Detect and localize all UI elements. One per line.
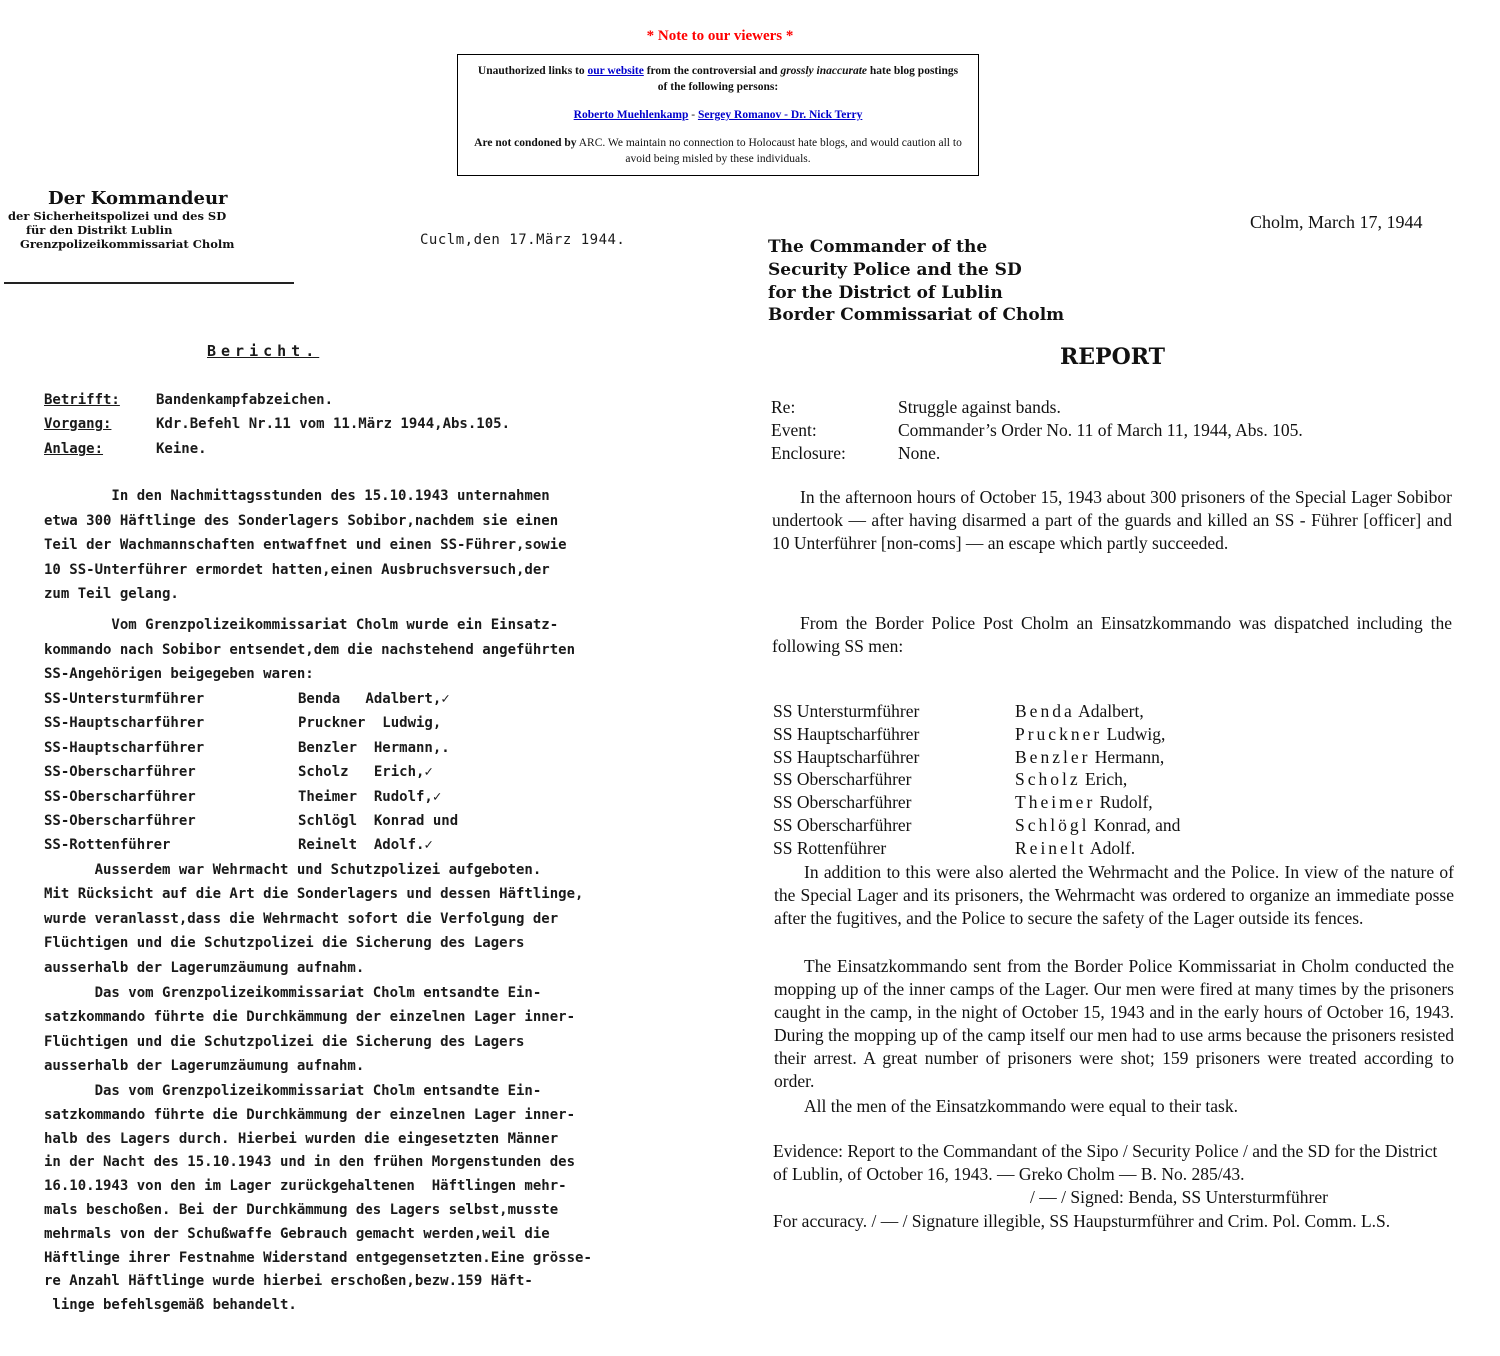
header-line: for the District of Lublin [768, 282, 1003, 303]
german-letterhead [8, 188, 298, 251]
english-evidence: Evidence: Report to the Commandant of the Sipo / Security Police / and the SD for the District of Lublin, of October 16, 1943. — Greko Cholm — B. No. 285/43. [773, 1141, 1438, 1184]
german-text-line: Mit Rücksicht auf die Art die Sonderlagers und dessen Häftlinge, [44, 886, 584, 903]
german-text-line: etwa 300 Häftlinge des Sonderlagers Sobibor,nachdem sie einen [44, 512, 559, 529]
header-line: The Commander of the [768, 237, 988, 257]
english-header [768, 236, 1064, 327]
german-meta-row: Anlage: Keine. [44, 441, 207, 457]
english-rank: SS Oberscharführer [773, 792, 912, 813]
english-paragraph-5: All the men of the Einsatzkommando were equal to their task. [804, 1096, 1238, 1116]
german-text-line: linge befehlsgemäß behandelt. [44, 1297, 297, 1314]
english-member-name: Pruckner Ludwig, [1015, 723, 1166, 744]
english-rank: SS Hauptscharführer [773, 746, 920, 767]
english-member-name: Schlögl Konrad, and [1015, 815, 1181, 835]
german-member-name: Scholz Erich,✓ [298, 764, 433, 781]
german-text-line: Ausserdem war Wehrmacht und Schutzpolizei aufgeboten. [44, 862, 542, 878]
header-line: Security Police and the SD [768, 259, 1022, 280]
notice-persons: Roberto Muehlenkamp - Sergey Romanov - Dr. Nick Terry [573, 109, 863, 121]
english-paragraph-1: In the afternoon hours of October 15, 1943 about 300 prisoners of the Special Lager Sobibor undertook — after having disarmed a part of the guards and killed an SS - Führer [officer] and 10 Unterführer [non-coms] — an escape which partly succeeded. [772, 487, 1452, 553]
german-rank: SS-Oberscharführer [44, 764, 196, 781]
german-text-line: satzkommando führte die Durchkämmung der einzelnen Lager inner- [44, 1106, 576, 1123]
letterhead-line: Grenzpolizeikommissariat Cholm [20, 237, 235, 251]
english-meta-value: Commander’s Order No. 11 of March 11, 1944, Abs. 105. [898, 420, 1303, 440]
german-text-line: 10 SS-Unterführer ermordet hatten,einen Ausbruchsversuch,der [44, 561, 550, 578]
english-date: Cholm, March 17, 1944 [1250, 212, 1423, 232]
header-line: Border Commissariat of Cholm [768, 305, 1065, 326]
english-meta-value: None. [898, 443, 941, 463]
german-text-line: satzkommando führte die Durchkämmung der einzelnen Lager inner- [44, 1009, 576, 1026]
english-rank: SS Rottenführer [773, 837, 887, 858]
german-text-line: halb des Lagers durch. Hierbei wurden die eingesetzten Männer [44, 1130, 559, 1147]
notice-title: * Note to our viewers * [646, 28, 794, 44]
english-signed: / — / Signed: Benda, SS Untersturmführer [1030, 1187, 1328, 1207]
english-paragraph-4: The Einsatzkommando sent from the Border Police Kommissariat in Cholm conducted the mopping up of the inner camps of the Lager. Our men were fired at many times by the prisoners caught in the camp, in the night of October 15, 1943 and in the early hours of October 16, 1943. During the mopping up of the camp itself our men had to use arms because the prisoners resisted their arrest. A great number of prisoners were shot; 159 prisoners were treated according to order. [774, 956, 1454, 1091]
english-member-name: Benzler Hermann, [1015, 746, 1165, 767]
german-rank: SS-Hauptscharführer [44, 715, 205, 732]
notice-line-3: Are not condoned by ARC. We maintain no connection to Holocaust hate blogs, and would caution all to avoid being misled by these individuals. [474, 137, 962, 165]
letterhead-line: der Sicherheitspolizei und des SD [8, 209, 227, 223]
english-accuracy: For accuracy. / — / Signature illegible, SS Haupsturmführer and Crim. Pol. Comm. L.S. [773, 1211, 1391, 1231]
german-text-line: Flüchtigen und die Schutzpolizei die Sicherung des Lagers [44, 935, 525, 952]
german-text-line: ausserhalb der Lagerumzäumung aufnahm. [44, 1058, 365, 1075]
german-text-line: ausserhalb der Lagerumzäumung aufnahm. [44, 959, 365, 976]
german-title: Bericht. [207, 342, 320, 360]
english-meta-key: Re: [771, 397, 796, 417]
german-rank: SS-Oberscharführer [44, 788, 196, 805]
english-rank: SS Oberscharführer [773, 815, 912, 835]
english-member-name: Theimer Rudolf, [1015, 792, 1153, 813]
english-meta-value: Struggle against bands. [898, 397, 1061, 417]
letterhead-rule [4, 282, 294, 284]
english-paragraph-3: In addition to this were also alerted the Wehrmacht and the Police. In view of the nature of the Special Lager and its prisoners, the Wehrmacht was ordered to organize an immediate posse after the fugitives, and the Police to secure the safety of the Lager outside its fences. [774, 862, 1454, 928]
english-rank: SS Hauptscharführer [773, 723, 920, 744]
german-rank: SS-Oberscharführer [44, 813, 196, 829]
german-text-line: Das vom Grenzpolizeikommissariat Cholm entsandte Ein- [44, 985, 542, 1001]
english-meta-key: Enclosure: [771, 443, 846, 463]
german-member-name: Pruckner Ludwig, [298, 715, 442, 732]
english-paragraph-2: From the Border Police Post Cholm an Einsatzkommando was dispatched including the following SS men: [772, 613, 1452, 656]
german-text-line: mals beschoßen. Bei der Durchkämmung des Lagers selbst,musste [44, 1202, 559, 1218]
english-meta-key: Event: [771, 420, 817, 440]
german-meta-row: Vorgang: Kdr.Befehl Nr.11 vom 11.März 1944,Abs.105. [44, 416, 511, 432]
german-member-name: Theimer Rudolf,✓ [298, 788, 442, 805]
german-text-line: in der Nacht des 15.10.1943 und in den frühen Morgenstunden des [44, 1154, 576, 1171]
german-rank: SS-Hauptscharführer [44, 739, 205, 756]
german-member-name: Benda Adalbert,✓ [298, 691, 450, 707]
notice-box [457, 54, 979, 176]
english-member-name: Benda Adalbert, [1015, 701, 1144, 721]
german-text-line: Teil der Wachmannschaften entwaffnet und einen SS-Führer,sowie [44, 537, 567, 554]
english-rank: SS Oberscharführer [773, 769, 912, 790]
letterhead-line: Der Kommandeur [48, 188, 228, 209]
german-text-line: 16.10.1943 von den im Lager zurückgehaltenen Häftlingen mehr- [44, 1178, 567, 1195]
our-website-link[interactable]: our website [587, 65, 644, 77]
german-text-line: zum Teil gelang. [44, 586, 179, 603]
german-text-line: SS-Angehörigen beigegeben waren: [44, 666, 314, 683]
german-rank: SS-Rottenführer [44, 837, 171, 854]
german-text-line: wurde veranlasst,dass die Wehrmacht sofort die Verfolgung der [44, 910, 559, 927]
german-text-line: kommando nach Sobibor entsendet,dem die nachstehend angeführten [44, 641, 576, 658]
german-date: Cuclm,den 17.März 1944. [420, 232, 626, 248]
letterhead-line: für den Distrikt Lublin [26, 223, 173, 237]
german-text-line: Das vom Grenzpolizeikommissariat Cholm entsandte Ein- [44, 1083, 542, 1099]
english-member-name: Scholz Erich, [1015, 769, 1128, 790]
english-rank: SS Untersturmführer [773, 701, 920, 721]
german-member-name: Schlögl Konrad und [298, 813, 459, 829]
german-meta-row: Betrifft: Bandenkampfabzeichen. [44, 392, 334, 408]
english-member-name: Reinelt Adolf. [1015, 837, 1136, 858]
german-text-line: re Anzahl Häftlinge wurde hierbei erschoßen,bezw.159 Häft- [44, 1273, 533, 1290]
german-text-line: Flüchtigen und die Schutzpolizei die Sicherung des Lagers [44, 1033, 525, 1050]
german-text-line: In den Nachmittagsstunden des 15.10.1943 unternahmen [44, 488, 550, 504]
person-link-muehlenkamp[interactable]: Roberto Muehlenkamp [573, 109, 689, 121]
german-member-name: Reinelt Adolf.✓ [298, 837, 433, 854]
english-title: REPORT [1060, 344, 1166, 370]
german-text-line: Häftlinge ihrer Festnahme Widerstand entgegensetzten.Eine grösse- [44, 1249, 592, 1266]
person-link-romanov-terry[interactable]: Sergey Romanov - Dr. Nick Terry [697, 109, 863, 121]
german-member-name: Benzler Hermann,. [298, 739, 450, 756]
german-rank: SS-Untersturmführer [44, 691, 205, 707]
german-text-line: Vom Grenzpolizeikommissariat Cholm wurde ein Einsatz- [44, 617, 559, 633]
notice-line-1: Unauthorized links to our website from the controversial and grossly inaccurate hate blog postings of the following persons: [477, 65, 959, 93]
german-text-line: mehrmals von der Schußwaffe Gebrauch gemacht werden,weil die [44, 1225, 550, 1242]
